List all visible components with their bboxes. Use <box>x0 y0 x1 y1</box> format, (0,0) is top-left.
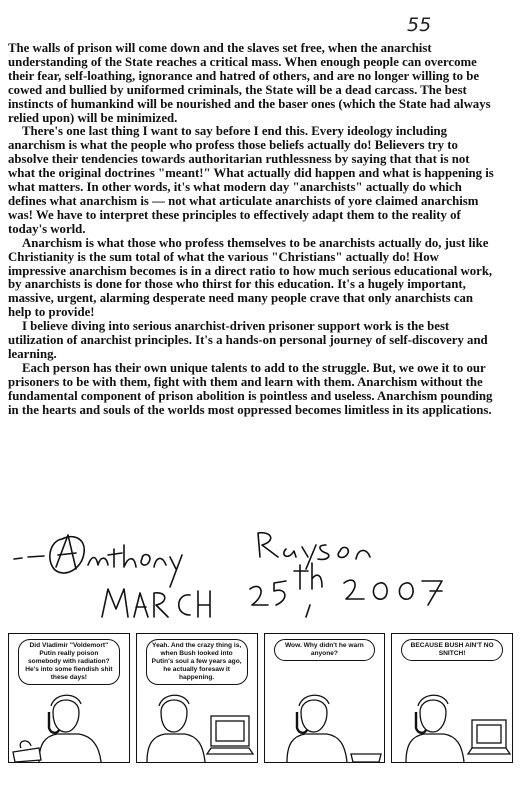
paragraph: There's one last thing I want to say before I end this. Every ideology including anarchism is what the people who profess those beliefs actually do! Believers try to absolve their tendencies towards authoritarian ruthlessness by saying that that is not what the original doctrines "meant!" What actually did happen and what is happening is what matters. In other words, it's what modern day "anarchists" actually do which defines what anarchism is — not what articulate anarchists of yore claimed anarchism was! We have to interpret these principles to effectively adapt them to the reality of today's world. <box>8 124 494 236</box>
article-body <box>8 42 496 417</box>
person-on-phone-illustration <box>265 682 386 762</box>
comic-panel <box>136 633 258 763</box>
comic-strip <box>8 633 513 763</box>
person-at-computer-illustration <box>137 682 258 762</box>
handwritten-signature <box>10 525 510 625</box>
speech-balloon: BECAUSE BUSH AIN'T NO SNITCH! <box>401 639 503 661</box>
person-on-phone-illustration <box>9 682 130 762</box>
comic-panel <box>8 633 130 763</box>
person-at-computer-illustration <box>392 682 513 762</box>
comic-panel <box>391 633 513 763</box>
paragraph: The walls of prison will come down and the slaves set free, when the anarchist understanding of the State reaches a critical mass. When enough people can overcome their fear, self-loathing, ignorance and hatred of others, and are no longer willing to be cowed and bullied by uniformed criminals, the State will be a dead carcass. The best instincts of humankind will be nourished and the baser ones (which the State had always relied upon) will be minimized. <box>8 41 491 125</box>
comic-panel <box>264 633 386 763</box>
speech-balloon: Wow. Why didn't he warn anyone? <box>274 639 376 661</box>
speech-balloon: Did Vladimir "Voldemort" Putin really poison somebody with radiation? He's into some fiendish shit these days! <box>18 639 120 685</box>
paragraph: I believe diving into serious anarchist-driven prisoner support work is the best utilization of anarchist principles. It's a hands-on personal journey of self-discovery and learning. <box>8 319 488 361</box>
paragraph: Anarchism is what those who profess themselves to be anarchists actually do, just like Christianity is the sum total of what the various "Christians" actually do! How impressive anarchism becomes is in a direct ratio to how much serious educational work, by anarchists is done for those who thirst for this education. It's a hugely important, massive, urgent, alarming desperate need many people crave that only anarchists can help to provide! <box>8 235 493 320</box>
speech-balloon: Yeah. And the crazy thing is, when Bush looked into Putin's soul a few years ago, he actually foresaw it happening. <box>146 639 248 685</box>
page-number: 55 <box>407 14 432 36</box>
paragraph: Each person has their own unique talents to add to the struggle. But, we owe it to our prisoners to be with them, fight with them and learn with them. Anarchism without the fundamental component of prison abolition is pointless and useless. Anarchism pounding in the hearts and souls of the worlds most oppressed becomes limitless in its applications. <box>8 360 493 417</box>
